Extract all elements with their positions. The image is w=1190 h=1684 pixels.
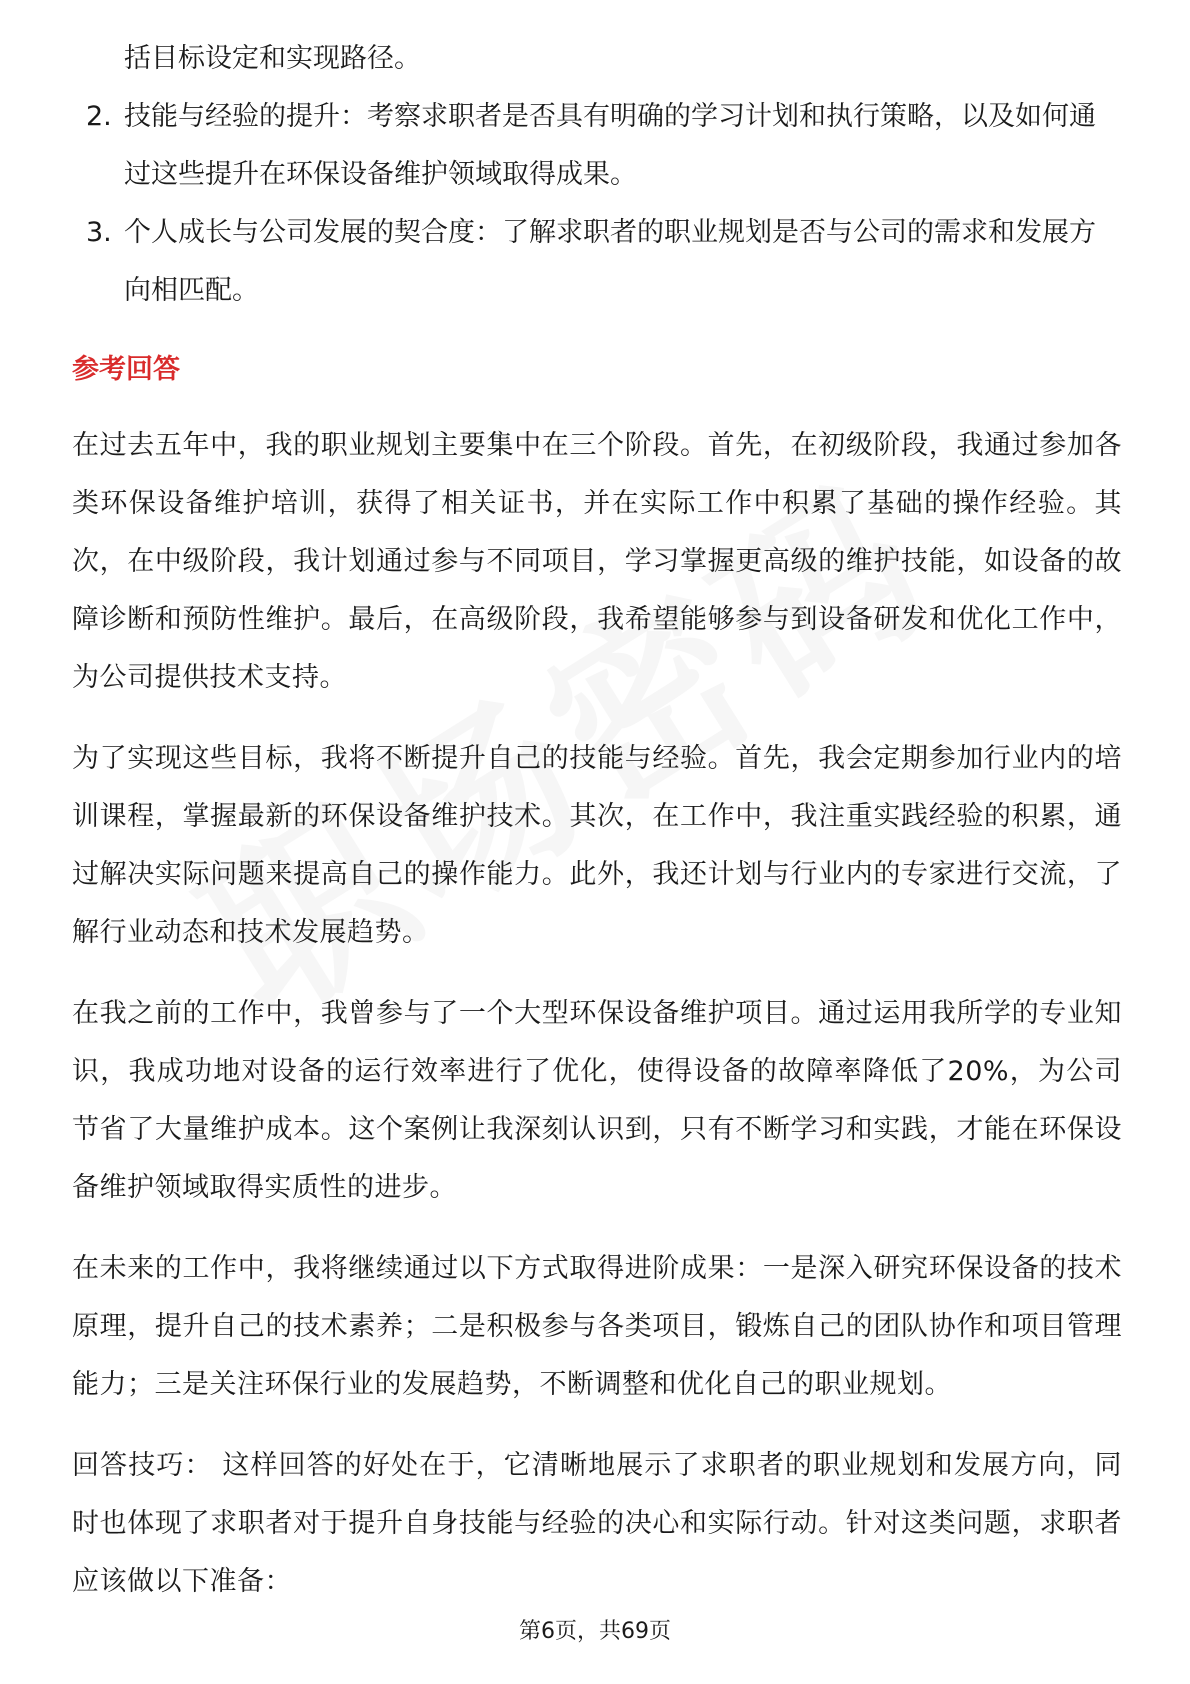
paragraph: 在未来的工作中，我将继续通过以下方式取得进阶成果：一是深入研究环保设备的技术原理，提升自己的技术素养；二是积极参与各类项目，锻炼自己的团队协作和项目管理能力；三是关注环保行业的发展趋势，不断调整和优化自己的职业规划。 bbox=[72, 1253, 1122, 1400]
paragraph: 回答技巧： 这样回答的好处在于，它清晰地展示了求职者的职业规划和发展方向，同时也体现了求职者对于提升自身技能与经验的决心和实际行动。针对这类问题，求职者应该做以下准备： bbox=[72, 1450, 1122, 1597]
list-item-continuation bbox=[72, 30, 1122, 88]
paragraph: 在过去五年中，我的职业规划主要集中在三个阶段。首先，在初级阶段，我通过参加各类环保设备维护培训，获得了相关证书，并在实际工作中积累了基础的操作经验。其次，在中级阶段，我计划通过参与不同项目，学习掌握更高级的维护技能，如设备的故障诊断和预防性维护。最后，在高级阶段，我希望能够参与到设备研发和优化工作中，为公司提供技术支持。 bbox=[72, 430, 1122, 693]
page-number: 第6页，共69页 bbox=[519, 1619, 671, 1644]
paragraph: 在我之前的工作中，我曾参与了一个大型环保设备维护项目。通过运用我所学的专业知识，我成功地对设备的运行效率进行了优化，使得设备的故障率降低了20%，为公司节省了大量维护成本。这个案例让我深刻认识到，只有不断学习和实践，才能在环保设备维护领域取得实质性的进步。 bbox=[72, 998, 1122, 1203]
list-item-text: 个人成长与公司发展的契合度：了解求职者的职业规划是否与公司的需求和发展方向相匹配。 bbox=[124, 217, 1096, 306]
paragraph: 为了实现这些目标，我将不断提升自己的技能与经验。首先，我会定期参加行业内的培训课程，掌握最新的环保设备维护技术。其次，在工作中，我注重实践经验的积累，通过解决实际问题来提高自己的操作能力。此外，我还计划与行业内的专家进行交流，了解行业动态和技术发展趋势。 bbox=[72, 743, 1122, 948]
list-item bbox=[72, 88, 1122, 204]
criteria-list bbox=[72, 30, 1122, 320]
list-item-number: 2. bbox=[86, 101, 112, 132]
list-item bbox=[72, 204, 1122, 320]
list-item-text: 括目标设定和实现路径。 bbox=[124, 43, 421, 74]
list-item-number: 3. bbox=[86, 217, 112, 248]
list-item-text: 技能与经验的提升：考察求职者是否具有明确的学习计划和执行策略，以及如何通过这些提升在环保设备维护领域取得成果。 bbox=[124, 101, 1096, 190]
section-heading: 参考回答 bbox=[72, 354, 180, 385]
answer-body bbox=[72, 417, 1122, 1634]
